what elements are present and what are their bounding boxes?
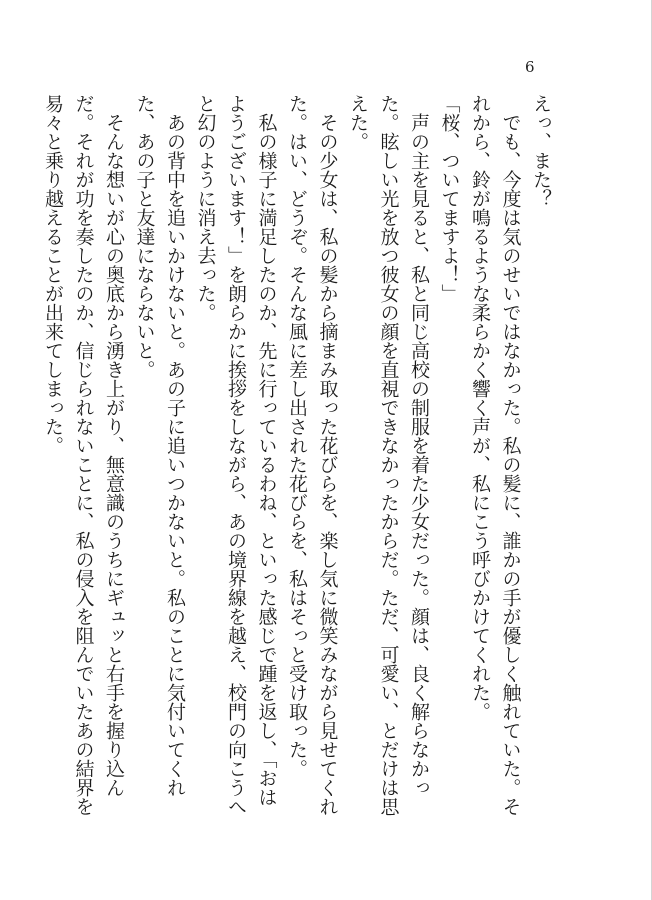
paragraph: 声の主を見ると、私と同じ高校の制服を着た少女だった。顔は、良く解らなかった。眩しい光を放つ彼女の顔を直視できなかったからだ。ただ、可愛い、とだけは思えた。 bbox=[347, 94, 430, 816]
vertical-body-text bbox=[42, 94, 556, 816]
paragraph: あの背中を追いかけないと。あの子に追いつかないと。私のことに気付いてくれた、あの子と友達にならないと。 bbox=[133, 94, 186, 797]
paragraph-dialogue: 「桜、ついてますよ！」 bbox=[438, 94, 461, 303]
paragraph: でも、今度は気のせいではなかった。私の髪に、誰かの手が優しく触れていた。それから、鈴が鳴るような柔らかく響く声が、私にこう呼びかけてくれた。 bbox=[469, 94, 522, 816]
paragraph: その少女は、私の髪から摘まみ取った花びらを、楽し気に微笑みながら見せてくれた。はい、どうぞ。そんな風に差し出された花びらを、私はそっと受け取った。 bbox=[286, 94, 339, 816]
paragraph: 私の様子に満足したのか、先に行っているわね、といった感じで踵を返し、「おはようございます！」を朗らかに挨拶をしながら、あの境界線を越え、校門の向こうへと幻のように消え去った。 bbox=[194, 94, 278, 816]
page-number: 6 bbox=[525, 58, 535, 76]
paragraph: そんな想いが心の奥底から湧き上がり、無意識のうちにギュッと右手を握り込んだ。それが功を奏したのか、信じられないことに、私の侵入を阻んでいたあの結界を易々と乗り越えることが出来てしまった。 bbox=[42, 94, 125, 816]
paragraph: えっ、また？ bbox=[530, 94, 552, 208]
